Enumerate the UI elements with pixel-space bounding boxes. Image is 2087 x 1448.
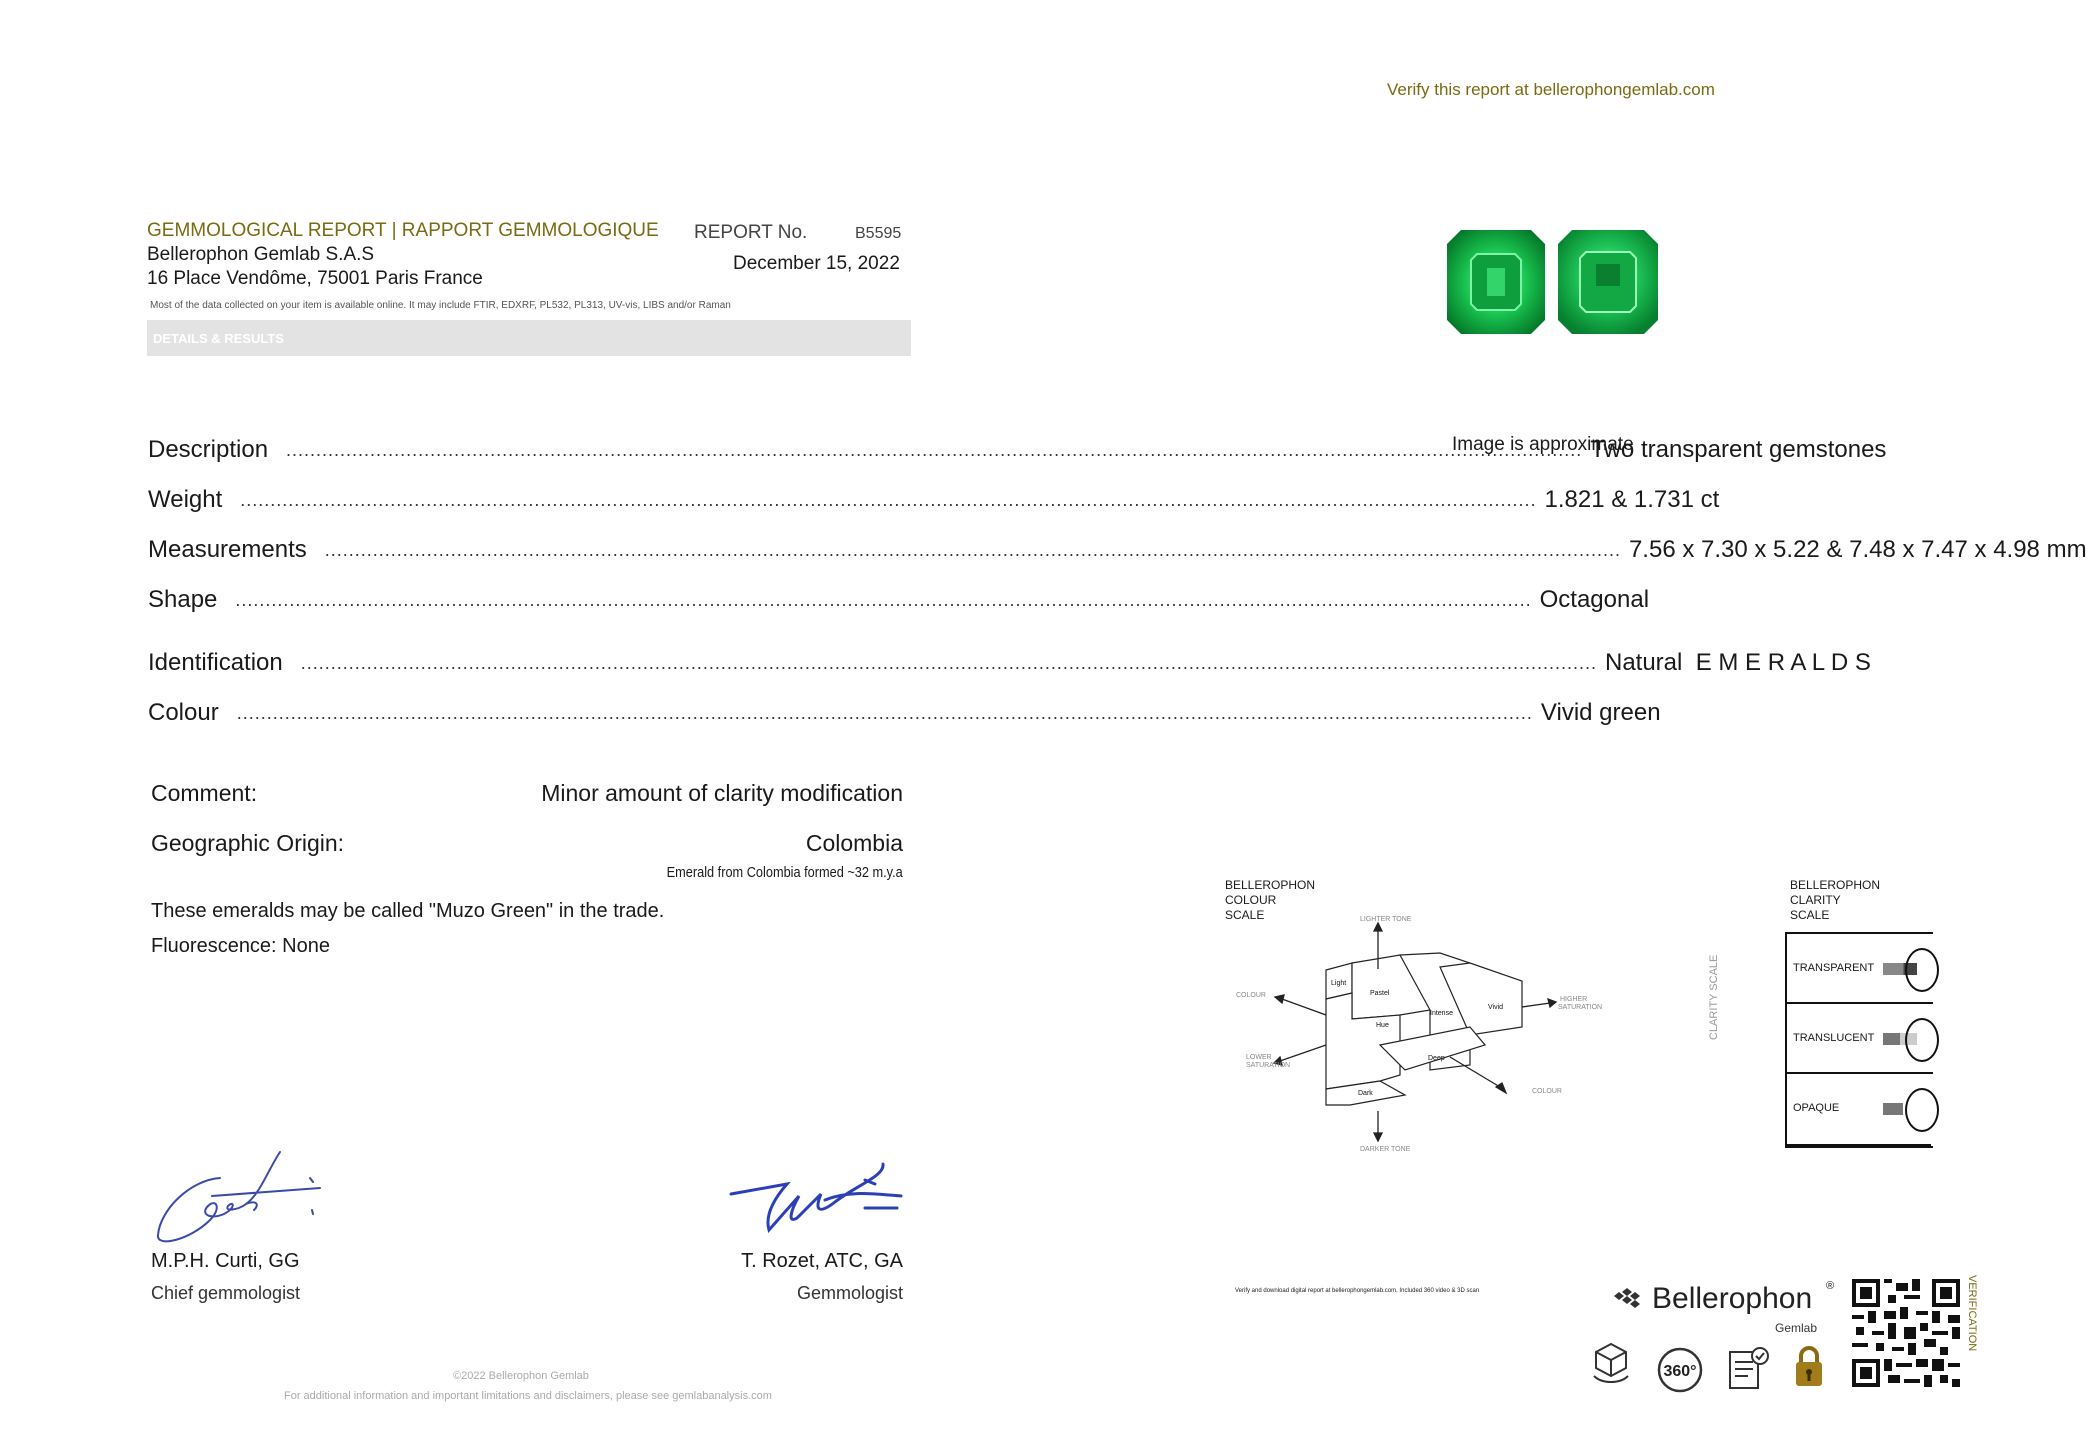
company-name: Bellerophon Gemlab S.A.S (147, 244, 375, 265)
report-no-label: REPORT No. (694, 222, 808, 243)
detail-label: Weight (148, 486, 223, 513)
cell-pastel: Pastel (1370, 990, 1390, 997)
clarity-level-label: TRANSPARENT (1793, 962, 1875, 974)
colour-scale-title-line: COLOUR (1225, 893, 1277, 907)
leader-dots (237, 703, 1533, 727)
detail-shape (148, 578, 1650, 614)
colour-scale-title-line: BELLEROPHON (1225, 878, 1316, 892)
brand-sub: Gemlab (1775, 1321, 1818, 1335)
detail-value: 7.56 x 7.30 x 5.22 & 7.48 x 7.47 x 4.98 mm (1628, 536, 2087, 563)
label-darker-tone: DARKER TONE (1360, 1146, 1411, 1153)
cell-dark: Dark (1358, 1090, 1373, 1097)
report-title: GEMMOLOGICAL REPORT | RAPPORT GEMMOLOGIQUE (147, 220, 659, 241)
colour-scale-diagram (1230, 915, 1603, 1155)
detail-label: Colour (148, 699, 219, 726)
leader-dots (301, 653, 1597, 677)
cell-light: Light (1331, 980, 1347, 987)
clarity-scale-title-line: BELLEROPHON (1790, 878, 1881, 892)
detail-label: Shape (148, 586, 218, 613)
clarity-box-bottom-rule (1785, 1144, 1931, 1146)
clarity-scale-box (1785, 932, 1933, 1148)
image-caption: Image is approximate (1452, 434, 1634, 455)
detail-value: Two transparent gemstones (1590, 436, 1887, 463)
origin-note: Emerald from Colombia formed ~32 m.y.a (666, 864, 903, 881)
detail-label: Measurements (148, 536, 307, 563)
emerald-image-1 (1447, 230, 1545, 334)
leader-dots (286, 440, 1582, 464)
emerald-image-2 (1558, 230, 1658, 334)
digital-note: Verify and download digital report at bellerophongemlab.com. Included 360 video & 3D scan (1235, 1288, 1480, 1294)
signature-rozet (725, 1160, 905, 1240)
3d-scan-icon[interactable] (1588, 1338, 1634, 1386)
leader-dots (325, 540, 1621, 564)
comment-value: Minor amount of clarity modification (541, 780, 903, 806)
trade-note: These emeralds may be called "Muzo Green" in the trade. (151, 900, 665, 922)
label-colour-right: COLOUR (1532, 1088, 1562, 1095)
clarity-level-label: TRANSLUCENT (1793, 1032, 1875, 1044)
report-no: B5595 (855, 225, 902, 242)
signatory-title-1: Chief gemmologist (151, 1283, 301, 1303)
detail-value: Octagonal (1539, 586, 1650, 613)
section-bar (147, 320, 911, 356)
copyright: ©2022 Bellerophon Gemlab (453, 1370, 589, 1382)
clarity-scale-title-line: CLARITY (1790, 893, 1841, 907)
qr-code[interactable] (1852, 1278, 1960, 1388)
label-lower-sat-1: LOWER (1246, 1054, 1272, 1061)
section-bar-label: DETAILS & RESULTS (153, 331, 284, 346)
cell-deep: Deep (1428, 1055, 1445, 1062)
detail-value: 1.821 & 1.731 ct (1544, 486, 1720, 513)
label-lower-sat-2: SATURATION (1246, 1062, 1291, 1069)
company-address: 16 Place Vendôme, 75001 Paris France (147, 268, 483, 289)
label-lighter-tone: LIGHTER TONE (1360, 916, 1412, 923)
clarity-level-translucent (1787, 1004, 1933, 1074)
brand-name: Bellerophon (1652, 1282, 1813, 1315)
certificate-icon[interactable] (1726, 1344, 1770, 1392)
360-label: 360° (1663, 1363, 1697, 1380)
leader-dots (235, 590, 1531, 614)
verify-link[interactable]: Verify this report at bellerophongemlab.com (1387, 80, 1715, 99)
detail-label: Identification (148, 649, 283, 676)
clarity-ring (1905, 948, 1939, 992)
origin-label: Geographic Origin: (151, 830, 345, 856)
detail-value: Vivid green (1540, 699, 1661, 726)
brand-reg: ® (1826, 1280, 1835, 1292)
detail-measurements (148, 528, 2087, 564)
detail-value: Natural E M E R A L D S (1604, 649, 1871, 676)
clarity-bar (1883, 1103, 1903, 1115)
lock-icon (1792, 1344, 1826, 1388)
origin-value: Colombia (805, 830, 903, 856)
leader-dots (240, 490, 1536, 514)
clarity-ring (1905, 1018, 1939, 1062)
report-date: December 15, 2022 (733, 253, 900, 274)
clarity-scale-title-line: SCALE (1790, 908, 1830, 922)
comment-label: Comment: (151, 780, 258, 806)
signature-curti (150, 1150, 365, 1250)
label-colour-left: COLOUR (1236, 992, 1266, 999)
clarity-side-label: CLARITY SCALE (1708, 954, 1720, 1040)
detail-label: Description (148, 436, 269, 463)
verification-label: VERIFICATION (1966, 1275, 1978, 1352)
cell-vivid: Vivid (1488, 1004, 1504, 1011)
clarity-level-label: OPAQUE (1793, 1102, 1840, 1114)
fluorescence: Fluorescence: None (151, 935, 330, 957)
signatory-name-1: M.P.H. Curti, GG (151, 1250, 300, 1272)
signatory-title-2: Gemmologist (796, 1283, 903, 1303)
bellerophon-logo-icon (1612, 1286, 1644, 1310)
label-higher-sat-1: HIGHER (1560, 996, 1588, 1003)
clarity-level-transparent (1787, 934, 1933, 1004)
cell-intense: Intense (1430, 1010, 1453, 1017)
clarity-level-opaque (1787, 1074, 1933, 1142)
detail-identification (148, 641, 1871, 677)
360-video-icon[interactable] (1656, 1346, 1704, 1394)
signatory-name-2: T. Rozet, ATC, GA (741, 1250, 903, 1272)
disclaimer: For additional information and important limitations and disclaimers, please see gemlabanalysis.com (284, 1390, 772, 1402)
clarity-scale-title (1790, 878, 1880, 923)
clarity-ring (1905, 1088, 1939, 1132)
colour-scale-title-line: SCALE (1225, 908, 1265, 922)
label-higher-sat-2: SATURATION (1558, 1004, 1603, 1011)
detail-colour (148, 691, 1661, 727)
data-note: Most of the data collected on your item is available online. It may include FTIR, EDXRF, PL532, PL313, UV-vis, LIBS and/or Raman (150, 300, 731, 311)
cell-hue: Hue (1376, 1022, 1389, 1029)
detail-weight (148, 478, 1720, 514)
